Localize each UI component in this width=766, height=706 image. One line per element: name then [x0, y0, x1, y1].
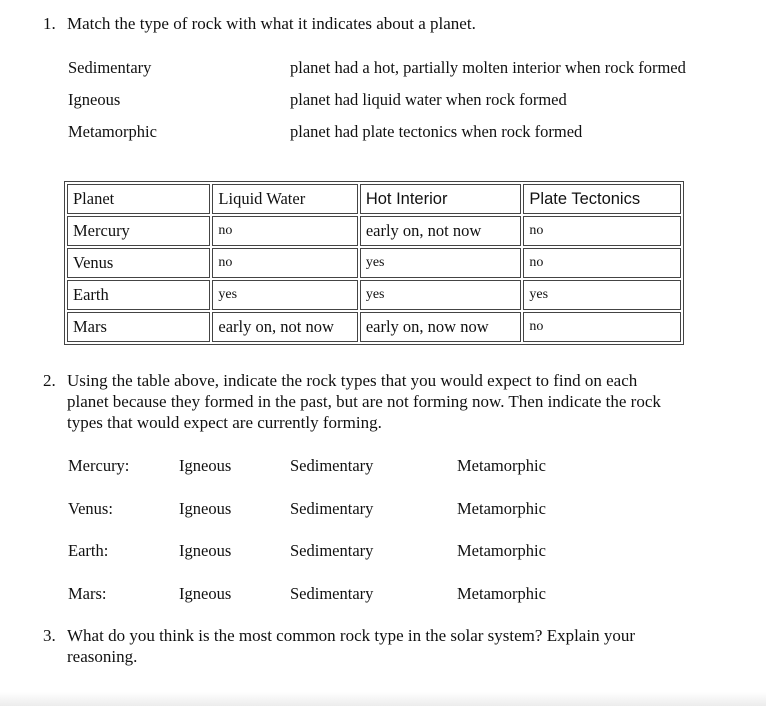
q1-text: Match the type of rock with what it indicates about a planet.	[67, 14, 476, 33]
q3-line-2: reasoning.	[67, 647, 138, 666]
cell-liquid-water: no	[212, 216, 357, 246]
q2-planet-mars: Mars:	[68, 584, 107, 603]
q2-planet-earth: Earth:	[68, 541, 109, 560]
option-metamorphic: Metamorphic	[457, 499, 546, 518]
rock-igneous: Igneous	[68, 90, 121, 109]
option-sedimentary: Sedimentary	[290, 584, 374, 603]
rock-sedimentary: Sedimentary	[68, 58, 152, 77]
option-sedimentary: Sedimentary	[290, 499, 374, 518]
q3-line-1: What do you think is the most common rock type in the solar system? Explain your	[67, 626, 635, 645]
option-sedimentary: Sedimentary	[290, 456, 374, 475]
header-planet: Planet	[67, 184, 210, 214]
indication-plate-tectonics: planet had plate tectonics when rock formed	[290, 122, 583, 141]
cell-hot-interior: early on, now now	[360, 312, 522, 342]
q2-planet-mercury: Mercury:	[68, 456, 130, 475]
cell-liquid-water: no	[212, 248, 357, 278]
option-igneous: Igneous	[179, 499, 232, 518]
q1-number: 1.	[43, 14, 56, 33]
cell-liquid-water: yes	[212, 280, 357, 310]
table-row	[67, 312, 681, 342]
q2-number: 2.	[43, 371, 56, 390]
option-sedimentary: Sedimentary	[290, 541, 374, 560]
option-igneous: Igneous	[179, 584, 232, 603]
cell-planet: Mercury	[67, 216, 210, 246]
q3-number: 3.	[43, 626, 56, 645]
table-row	[67, 280, 681, 310]
table-row	[67, 248, 681, 278]
cell-hot-interior: early on, not now	[360, 216, 522, 246]
option-igneous: Igneous	[179, 541, 232, 560]
cell-liquid-water: early on, not now	[212, 312, 357, 342]
cell-plate-tectonics: no	[523, 312, 681, 342]
page-bottom-edge	[0, 692, 766, 706]
table-row	[67, 216, 681, 246]
cell-planet: Venus	[67, 248, 210, 278]
q2-line-3: types that would expect are currently forming.	[67, 413, 382, 432]
option-metamorphic: Metamorphic	[457, 541, 546, 560]
rock-metamorphic: Metamorphic	[68, 122, 157, 141]
header-plate-tectonics: Plate Tectonics	[523, 184, 681, 214]
q2-planet-venus: Venus:	[68, 499, 113, 518]
cell-hot-interior: yes	[360, 248, 522, 278]
indication-hot-interior: planet had a hot, partially molten interior when rock formed	[290, 58, 686, 77]
cell-plate-tectonics: no	[523, 216, 681, 246]
planet-table	[64, 181, 684, 345]
option-igneous: Igneous	[179, 456, 232, 475]
cell-planet: Earth	[67, 280, 210, 310]
header-hot-interior: Hot Interior	[360, 184, 522, 214]
option-metamorphic: Metamorphic	[457, 584, 546, 603]
cell-plate-tectonics: no	[523, 248, 681, 278]
option-metamorphic: Metamorphic	[457, 456, 546, 475]
q2-line-1: Using the table above, indicate the rock types that you would expect to find on each	[67, 371, 638, 390]
cell-plate-tectonics: yes	[523, 280, 681, 310]
table-header-row	[67, 184, 681, 214]
indication-liquid-water: planet had liquid water when rock formed	[290, 90, 567, 109]
cell-hot-interior: yes	[360, 280, 522, 310]
header-liquid-water: Liquid Water	[212, 184, 357, 214]
q2-line-2: planet because they formed in the past, but are not forming now. Then indicate the rock	[67, 392, 661, 411]
cell-planet: Mars	[67, 312, 210, 342]
